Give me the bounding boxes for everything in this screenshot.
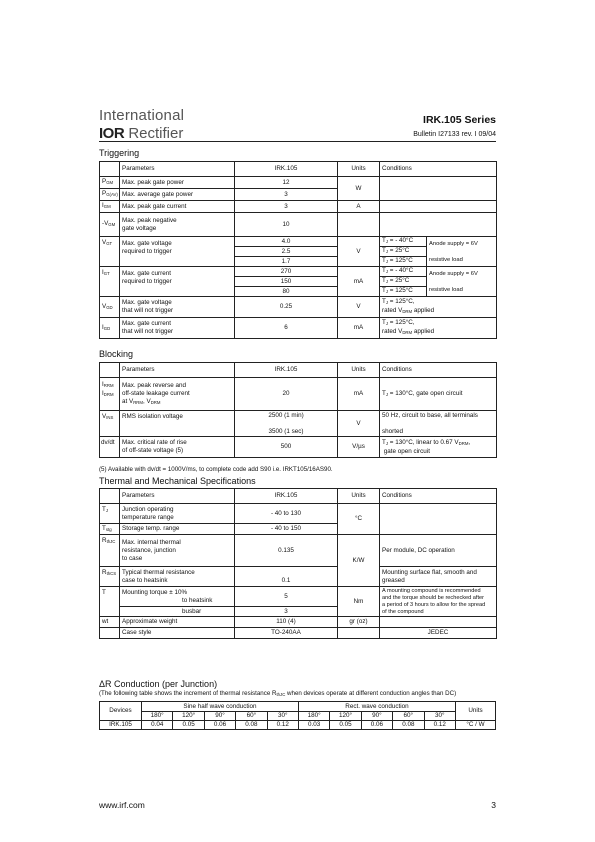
table-cell: A <box>338 201 380 213</box>
table-row <box>100 567 497 587</box>
cell-text: Anode supply = 6V <box>429 270 478 277</box>
table-cell <box>120 437 235 458</box>
cell-text: to case <box>122 554 143 562</box>
cell-text: J <box>385 259 389 264</box>
table-header-row <box>100 162 497 177</box>
cell-text: applied <box>413 307 435 314</box>
table-row <box>100 411 497 437</box>
cell-text: resistive load <box>429 256 463 263</box>
table-cell: 90° <box>361 712 392 721</box>
table-cell <box>100 162 120 177</box>
table-cell: 0.05 <box>330 721 361 730</box>
table-cell: 0.03 <box>298 721 329 730</box>
table-cell: 3 <box>235 189 338 201</box>
table-cell <box>120 267 235 297</box>
cell-text: , <box>468 438 471 446</box>
cell-text: A mounting compound is recommended <box>382 587 481 594</box>
table-cell: $T_J$ = - 40°C <box>380 237 427 247</box>
cell-text: I <box>102 269 104 276</box>
table-cell: Per module, DC operation <box>380 535 497 567</box>
table-cell <box>338 213 380 237</box>
table-cell <box>100 378 120 411</box>
cell-text: RRM <box>103 383 114 388</box>
table-cell: 4.0 <box>235 237 338 247</box>
cell-text: shorted <box>382 427 404 435</box>
cell-text: stg <box>105 526 112 532</box>
col-conditions: Conditions <box>380 162 497 177</box>
cell-text: DRM <box>458 440 469 446</box>
cell-text: = 130°C, linear to 0.67 V <box>389 438 459 446</box>
table-cell <box>120 567 235 587</box>
table-row <box>100 318 497 339</box>
table-cell: 3 <box>235 607 338 617</box>
table-cell: 500 <box>235 437 338 458</box>
cell-text: thJC <box>106 539 116 544</box>
cell-text: P <box>102 178 107 185</box>
table-cell: Conditions <box>380 363 497 378</box>
triggering-table <box>99 161 497 339</box>
cell-text: a period of 3 hours to allow for the spread <box>382 601 486 608</box>
cell-text: -V <box>102 220 109 227</box>
cell-text: J <box>385 249 389 254</box>
table-cell <box>100 567 120 587</box>
table-row <box>100 587 497 607</box>
table-cell <box>100 213 120 237</box>
cell-text: J <box>385 321 389 326</box>
table-cell: °C <box>338 504 380 535</box>
table-cell: mA <box>338 318 380 339</box>
cell-text: required to trigger <box>122 247 172 255</box>
cell-text: J <box>385 279 389 284</box>
table-cell <box>100 363 120 378</box>
cell-text: temperature range <box>122 513 174 521</box>
table-cell: 270 <box>235 267 338 277</box>
cell-text: GM <box>103 204 111 209</box>
table-cell: Units <box>456 702 496 721</box>
table-cell <box>100 411 120 437</box>
table-cell <box>120 213 235 237</box>
col-device: IRK.105 <box>235 162 338 177</box>
cell-text: Max. gate voltage <box>122 299 172 306</box>
table-cell: Conditions <box>380 489 497 504</box>
table-cell <box>100 524 120 535</box>
cell-text: I <box>102 202 104 209</box>
cell-text: = 25°C <box>389 247 410 254</box>
table-cell: 0.08 <box>236 721 267 730</box>
table-cell <box>100 318 120 339</box>
table-row <box>100 628 497 639</box>
table-cell <box>120 535 235 567</box>
cell-text: 2500 (1 min) <box>268 411 304 419</box>
section-title-delta-r: ΔR Conduction (per Junction) <box>99 679 218 689</box>
cell-text: J <box>105 508 109 513</box>
table-cell: 60° <box>393 712 424 721</box>
table-cell: K/W <box>338 535 380 587</box>
table-cell <box>100 504 120 524</box>
delta-r-subtitle <box>99 690 456 697</box>
cell-text: applied <box>413 328 435 335</box>
cell-text: at V <box>122 397 134 405</box>
table-row <box>100 437 497 458</box>
cell-text: gate open circuit <box>383 447 430 455</box>
table-row <box>100 297 497 318</box>
table-header-row <box>100 702 496 712</box>
table-cell <box>380 504 497 535</box>
cell-text: = 25°C <box>389 277 410 284</box>
cell-text: busbar <box>182 607 202 615</box>
cell-text: 3500 (1 sec) <box>268 427 304 435</box>
cell-text: I <box>102 381 104 388</box>
ior-logo-mark: IOR <box>99 125 125 142</box>
cell-text: 50 Hz, circuit to base, all terminals <box>382 411 478 419</box>
table-cell: mA <box>338 267 380 297</box>
cell-text: thJC <box>276 692 286 697</box>
cell-text: Max. peak negative <box>122 216 177 224</box>
table-row <box>100 617 497 628</box>
cell-text: Max. gate current <box>122 269 171 277</box>
cell-text: J <box>385 391 389 397</box>
table-cell: 120° <box>173 712 204 721</box>
bulletin-number: Bulletin I27133 rev. I 09/04 <box>413 131 496 138</box>
angle-row <box>100 712 496 721</box>
table-cell: 180° <box>298 712 329 721</box>
section-title-triggering: Triggering <box>99 148 140 158</box>
table-cell <box>100 267 120 297</box>
table-cell <box>120 318 235 339</box>
cell-text: DRM <box>402 330 413 335</box>
table-cell <box>120 237 235 267</box>
table-cell: 1.7 <box>235 257 338 267</box>
table-cell: Max. peak gate power <box>120 177 235 189</box>
cell-text: resistance, junction <box>122 546 176 554</box>
cell-text: J <box>385 289 389 294</box>
cell-text: that will not trigger <box>122 307 174 314</box>
section-title-thermal: Thermal and Mechanical Specifications <box>99 476 256 486</box>
table-cell: $T_J = 25^\circ C$ <box>380 277 427 287</box>
table-cell: Case style <box>120 628 235 639</box>
cell-text: GT <box>106 241 113 246</box>
table-cell: 60° <box>236 712 267 721</box>
table-cell: RMS isolation voltage <box>120 411 235 437</box>
table-cell <box>100 628 120 639</box>
cell-text: G(AV) <box>106 192 118 197</box>
table-cell: 0.04 <box>142 721 173 730</box>
header-rule <box>99 141 496 142</box>
table-cell: Units <box>338 363 380 378</box>
table-row <box>100 378 497 411</box>
col-parameters: Parameters <box>120 162 235 177</box>
cell-text: rated V <box>382 307 403 314</box>
table-cell: 110 (4) <box>235 617 338 628</box>
table-cell: Max. average gate power <box>120 189 235 201</box>
cell-text: T <box>102 524 106 532</box>
table-cell: Devices <box>100 702 142 721</box>
cell-text: of the compound <box>382 608 424 615</box>
table-row <box>100 201 497 213</box>
cell-text: GT <box>103 271 110 276</box>
cell-text: = - 40°C <box>389 267 414 274</box>
table-cell: V <box>338 297 380 318</box>
cell-text: Anode supply = 6V <box>429 240 478 247</box>
cell-text: = 125°C <box>389 287 413 294</box>
table-cell: W <box>338 177 380 201</box>
series-title: IRK.105 Series <box>423 114 496 126</box>
table-cell: 5 <box>235 587 338 607</box>
table-cell: 120° <box>330 712 361 721</box>
table-cell: $T_J = 125^\circ C$, rated $V_{DRM}$ applied <box>380 297 497 318</box>
table-cell: Storage temp. range <box>120 524 235 535</box>
cell-text: thCS <box>106 571 117 576</box>
table-row <box>100 721 496 730</box>
table-cell: JEDEC <box>380 628 497 639</box>
table-cell: TO-240AA <box>235 628 338 639</box>
table-cell: 0.05 <box>173 721 204 730</box>
table-cell <box>380 177 497 201</box>
table-cell: $T_J = 25^\circ C$ <box>380 247 427 257</box>
table-cell: $T_J = 125^\circ C$ <box>380 287 427 297</box>
cell-text: DRM <box>402 309 413 314</box>
table-cell: 12 <box>235 177 338 189</box>
table-cell: mA <box>338 378 380 411</box>
cell-text: J <box>385 440 389 446</box>
table-cell: 30° <box>424 712 455 721</box>
table-cell <box>427 267 497 297</box>
table-cell: Mounting surface flat, smooth and greased <box>380 567 497 587</box>
table-cell <box>100 177 120 189</box>
table-cell: 0.06 <box>361 721 392 730</box>
cell-text: , V <box>143 397 151 405</box>
company-logo-rectifier: Rectifier <box>128 125 184 142</box>
table-row <box>100 504 497 524</box>
table-cell: T <box>100 587 120 617</box>
table-cell: $T_J = 125^\circ C$, rated $V_{DRM}$ applied <box>380 318 497 339</box>
table-cell <box>338 628 380 639</box>
table-cell: IRK.105 <box>100 721 142 730</box>
cell-text: R <box>102 569 107 576</box>
cell-text: T <box>102 506 106 513</box>
cell-text: case to heatsink <box>122 576 168 584</box>
table-cell: $T_J = 130^\circ C$, linear to 0.67 $V_{DRM}$, gate open circuit <box>380 437 497 458</box>
table-cell: 30° <box>267 712 298 721</box>
cell-text: gate voltage <box>122 224 157 232</box>
table-cell: Parameters <box>120 489 235 504</box>
cell-text: Max. gate current <box>122 320 171 327</box>
table-cell <box>120 607 235 617</box>
table-cell: Sine half wave conduction <box>142 702 299 712</box>
table-cell: 6 <box>235 318 338 339</box>
table-header-row <box>100 489 497 504</box>
table-cell <box>100 189 120 201</box>
table-cell: 20 <box>235 378 338 411</box>
thermal-table <box>99 488 497 639</box>
table-header-row <box>100 363 497 378</box>
cell-text: Max. gate voltage <box>122 239 172 247</box>
cell-text: J <box>385 269 389 274</box>
cell-text: rated V <box>382 328 403 335</box>
cell-text: V <box>102 239 107 246</box>
cell-text: I <box>102 390 104 397</box>
cell-text: Max. internal thermal <box>122 538 181 546</box>
table-cell: 80 <box>235 287 338 297</box>
table-cell: 150 <box>235 277 338 287</box>
table-cell: Max. peak gate current <box>120 201 235 213</box>
cell-text: DRM <box>150 399 161 405</box>
table-cell: Nm <box>338 587 380 617</box>
table-cell <box>380 213 497 237</box>
table-row <box>100 177 497 189</box>
table-row <box>100 237 497 247</box>
cell-text: Typical thermal resistance <box>122 568 195 576</box>
table-cell <box>100 535 120 567</box>
table-cell: V <box>338 411 380 437</box>
table-cell: 90° <box>204 712 235 721</box>
cell-text: = 125°C, <box>389 319 415 326</box>
table-cell: 0.1 <box>235 567 338 587</box>
table-row <box>100 213 497 237</box>
table-cell <box>120 378 235 411</box>
table-cell: 10 <box>235 213 338 237</box>
table-cell <box>100 201 120 213</box>
section-title-blocking: Blocking <box>99 349 134 359</box>
table-cell <box>235 411 338 437</box>
footer-url[interactable]: www.irf.com <box>99 800 145 810</box>
cell-text: resistive load <box>429 286 463 293</box>
table-cell <box>380 201 497 213</box>
table-cell <box>100 237 120 267</box>
table-cell: V <box>338 237 380 267</box>
table-cell: gr (oz) <box>338 617 380 628</box>
cell-text: = 125°C, <box>389 298 415 305</box>
cell-text: of off-state voltage (5) <box>122 447 184 454</box>
cell-text: to heatsink <box>182 596 213 604</box>
table-cell: $T_J = 125^\circ C$ <box>380 257 427 267</box>
table-cell: $T_J$ = - 40°C <box>380 267 427 277</box>
cell-text: and the torque should be rechecked after <box>382 594 485 601</box>
blocking-table <box>99 362 497 458</box>
table-cell: 2.5 <box>235 247 338 257</box>
cell-text: (The following table shows the increment of thermal resistance R <box>99 690 277 697</box>
table-cell <box>120 297 235 318</box>
table-cell: 0.12 <box>424 721 455 730</box>
cell-text: J <box>385 300 389 305</box>
table-row <box>100 535 497 567</box>
col-units: Units <box>338 162 380 177</box>
company-logo-line2 <box>99 126 183 142</box>
table-cell: Approximate weight <box>120 617 235 628</box>
cell-text: J <box>385 239 389 244</box>
cell-text: when devices operate at different conduction angles than DC) <box>285 690 457 697</box>
cell-text: Mounting torque ± 10% <box>122 588 188 596</box>
table-cell: wt <box>100 617 120 628</box>
table-cell <box>120 587 235 607</box>
table-cell: 3 <box>235 201 338 213</box>
cell-text: R <box>102 537 107 544</box>
cell-text: DRM <box>103 392 114 397</box>
cell-text: required to trigger <box>122 277 172 285</box>
company-logo-line1: International <box>99 107 185 124</box>
table-cell <box>380 617 497 628</box>
table-cell: Parameters <box>120 363 235 378</box>
cell-text: P <box>102 190 107 197</box>
cell-text: GD <box>106 304 113 310</box>
cell-text: RRM <box>133 399 143 405</box>
cell-text: Junction operating <box>122 505 174 513</box>
table-cell: $T_J = 130^\circ C$, gate open circuit <box>380 378 497 411</box>
table-cell: Units <box>338 489 380 504</box>
page-number: 3 <box>491 800 496 810</box>
cell-text: V <box>102 413 107 420</box>
table-cell: dv/dt <box>100 437 120 458</box>
cell-text: = - 40°C <box>389 237 414 244</box>
table-cell: 0.12 <box>267 721 298 730</box>
table-cell: V/µs <box>338 437 380 458</box>
cell-text: Max. peak reverse and <box>122 381 187 389</box>
cell-text: = 125°C <box>389 257 413 264</box>
table-cell <box>100 297 120 318</box>
table-cell: - 40 to 150 <box>235 524 338 535</box>
table-cell <box>120 504 235 524</box>
table-cell <box>100 489 120 504</box>
cell-text: GD <box>103 325 111 331</box>
table-cell: °C / W <box>456 721 496 730</box>
table-cell <box>427 237 497 267</box>
cell-text: GM <box>106 180 114 185</box>
cell-text: I <box>102 323 104 331</box>
table-cell: 0.135 <box>235 535 338 567</box>
table-cell: IRK.105 <box>235 489 338 504</box>
table-cell: Rect. wave conduction <box>298 702 455 712</box>
cell-text: that will not trigger <box>122 328 174 335</box>
table-cell: 0.08 <box>393 721 424 730</box>
table-cell: 180° <box>142 712 173 721</box>
table-row <box>100 267 497 277</box>
table-cell: - 40 to 130 <box>235 504 338 524</box>
cell-text: GM <box>108 222 116 227</box>
table-cell <box>380 587 497 617</box>
cell-text: Max. critical rate of rise <box>122 439 187 446</box>
footnote-5: (5) Available with dv/dt = 1000V/ms, to complete code add S90 i.e. IRKT105/16AS90. <box>99 466 333 473</box>
table-cell: 0.06 <box>204 721 235 730</box>
table-cell: 0.25 <box>235 297 338 318</box>
cell-text: = 130°C, gate open circuit <box>389 389 463 397</box>
cell-text: off-state leakage current <box>122 389 190 397</box>
cell-text: INS <box>106 415 114 420</box>
table-cell <box>380 411 497 437</box>
cell-text: V <box>102 302 107 310</box>
delta-r-table <box>99 701 496 730</box>
table-cell: IRK.105 <box>235 363 338 378</box>
